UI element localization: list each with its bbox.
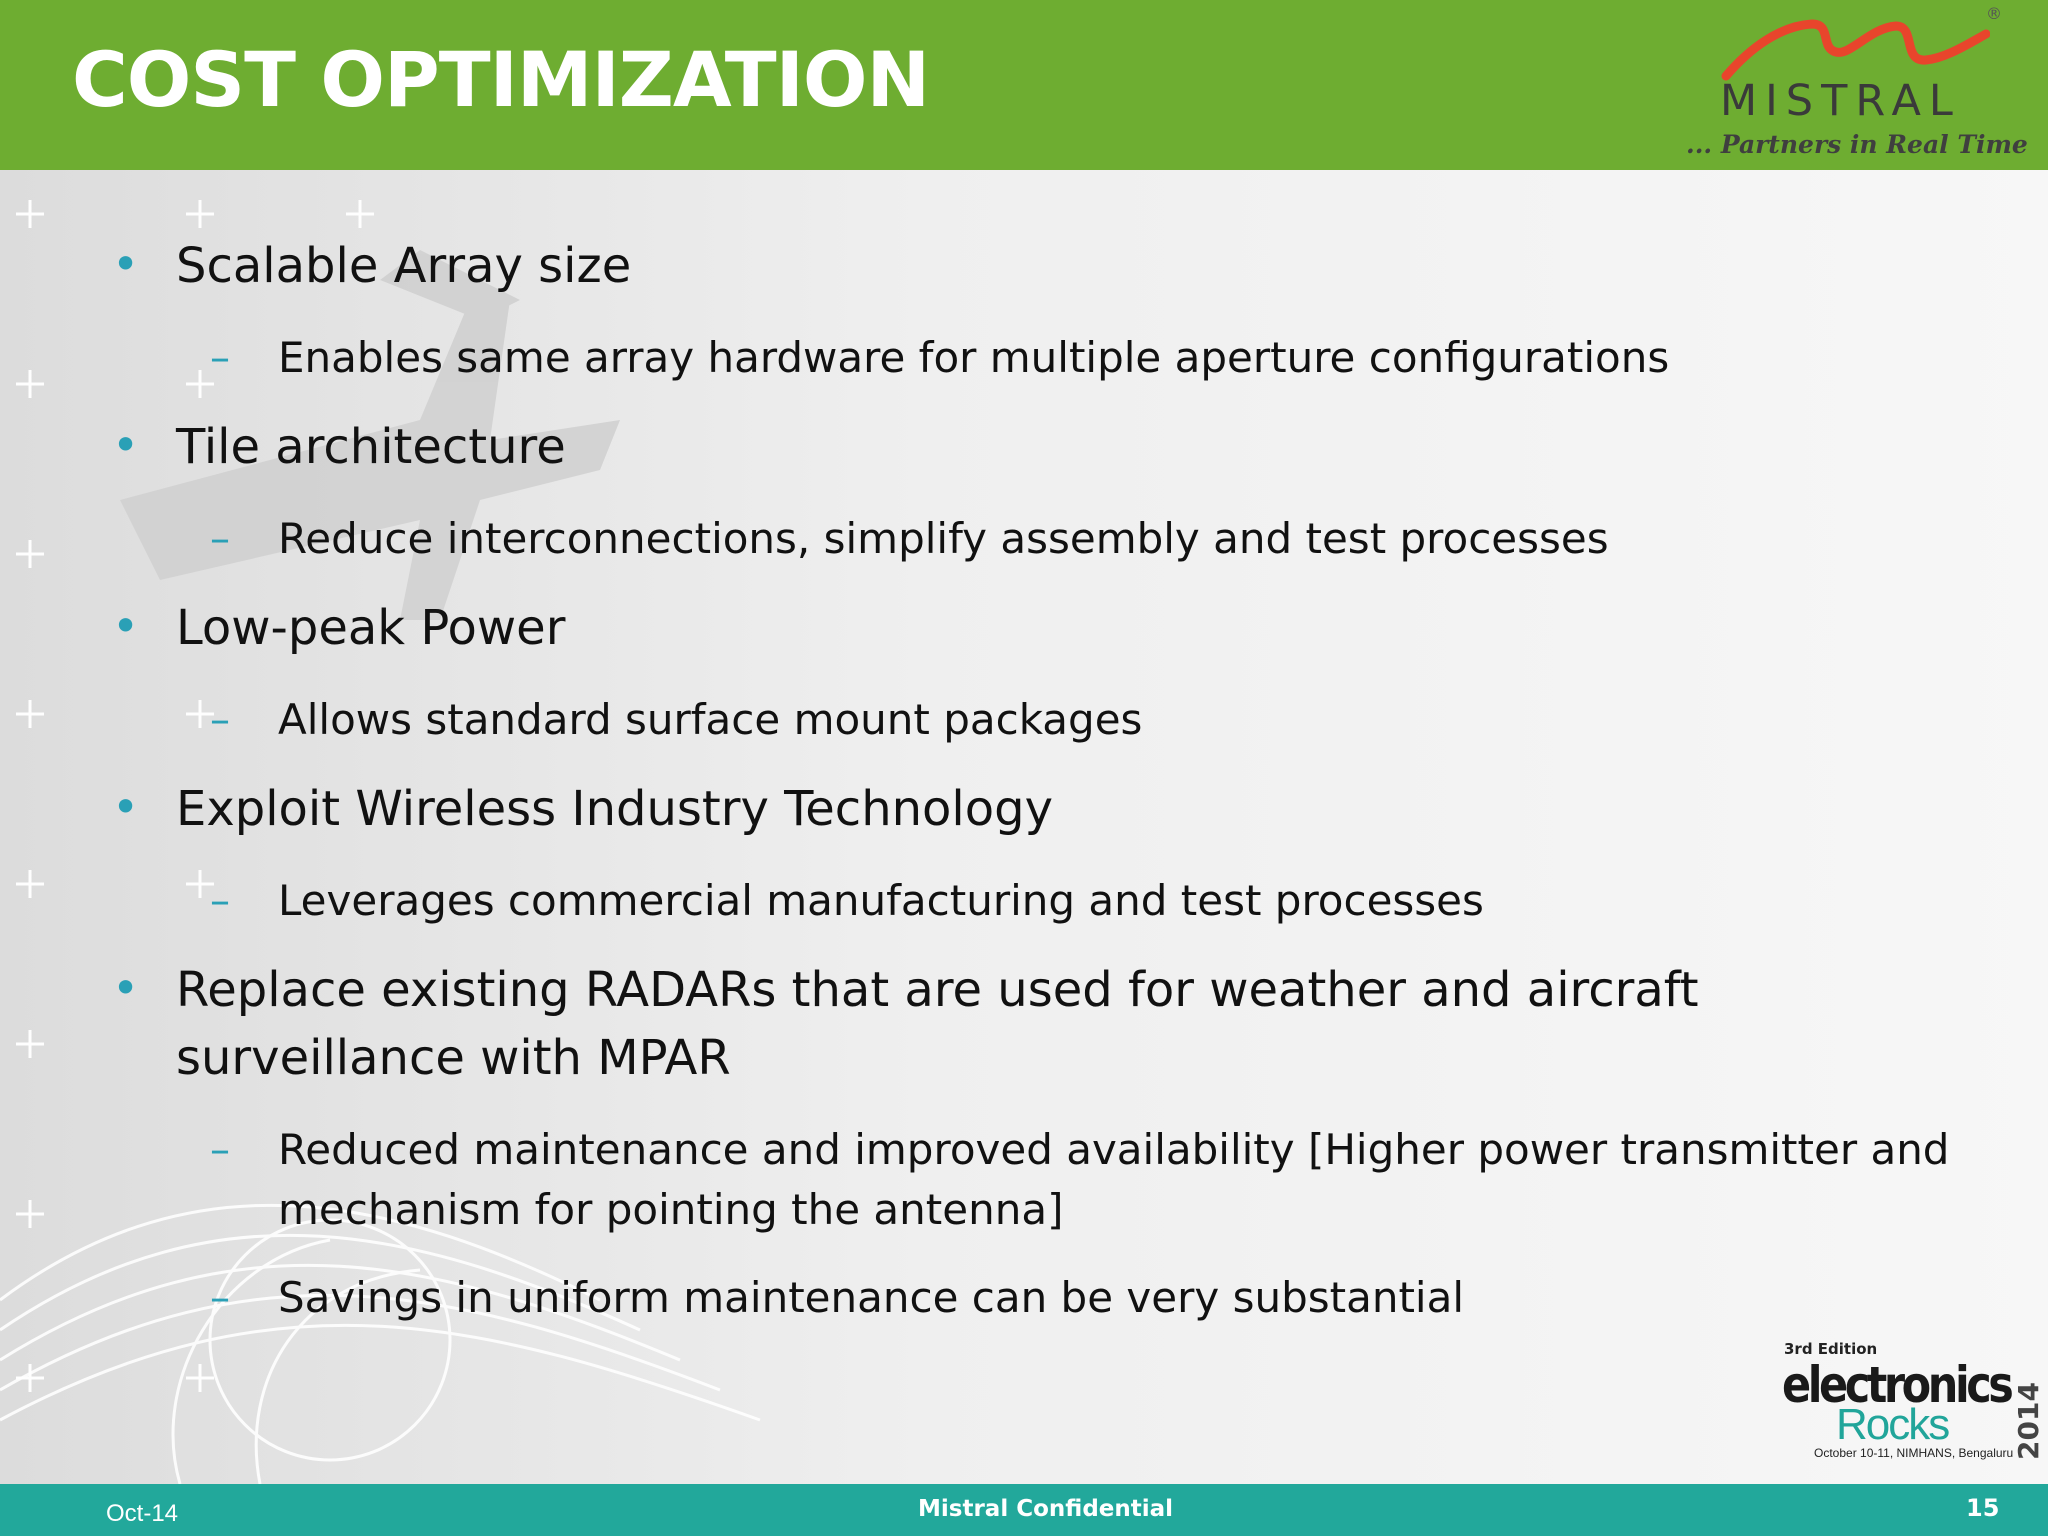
sub-bullet-item: – Savings in uniform maintenance can be very substantial [278, 1268, 1998, 1328]
brand-name: MISTRAL [1720, 76, 1961, 126]
brand-tagline: ... Partners in Real Time [1686, 130, 2028, 159]
footer-date: Oct-14 [106, 1500, 179, 1527]
bullet-item: • Replace existing RADARs that are used for weather and aircraft surveillance with MPAR [176, 956, 1936, 1092]
bullet-item: • Exploit Wireless Industry Technology [176, 775, 1976, 843]
sub-bullet-item: – Allows standard surface mount packages [278, 690, 1998, 750]
page-number: 15 [1966, 1494, 2000, 1522]
bullet-item: • Low-peak Power [176, 594, 1976, 662]
sub-bullet-item: – Reduced maintenance and improved availability [Higher power transmitter and mechanism for pointing the antenna] [278, 1120, 1958, 1240]
sub-bullet-item: – Enables same array hardware for multiple aperture configurations [278, 328, 1998, 388]
sub-bullet-item: – Leverages commercial manufacturing and test processes [278, 871, 1998, 931]
footer-bar [0, 1484, 2048, 1536]
event-word-rocks: Rocks [1836, 1400, 1949, 1449]
sub-bullet-item: – Reduce interconnections, simplify assembly and test processes [278, 509, 1998, 569]
bullet-item: • Tile architecture [176, 413, 1976, 481]
event-edition: 3rd Edition [1784, 1340, 1878, 1358]
event-details: October 10-11, NIMHANS, Bengaluru [1814, 1446, 2014, 1460]
registered-mark: ® [1986, 4, 2002, 23]
slide-title: COST OPTIMIZATION [72, 35, 930, 124]
footer-confidential: Mistral Confidential [918, 1496, 1174, 1522]
bullet-item: • Scalable Array size [176, 232, 1976, 300]
event-logo [1776, 1340, 2045, 1464]
event-year: 2014 [2012, 1382, 2045, 1460]
event-word-electronics: electronics [1782, 1356, 2011, 1414]
